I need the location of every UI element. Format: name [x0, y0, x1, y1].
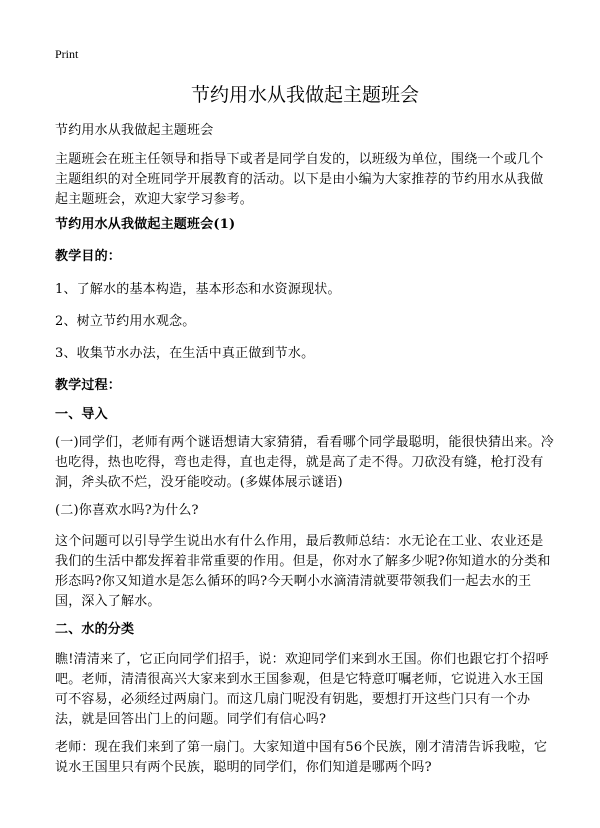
part1-heading: 一、导入 — [55, 407, 108, 422]
part1-paragraph-2: (二)你喜欢水吗?为什么? — [55, 503, 199, 518]
part2-heading: 二、水的分类 — [55, 622, 135, 637]
part2-paragraph-2: 老师：现在我们来到了第一扇门。大家知道中国有56个民族，刚才清清告诉我啦，它说水王国里只有两个民族，聪明的同学们，你们知道是哪两个吗? — [55, 740, 548, 775]
subtitle: 节约用水从我做起主题班会 — [55, 123, 214, 138]
goal-item: 1、了解水的基本构造，基本形态和水资源现状。 — [55, 282, 341, 297]
goal-item: 2、树立节约用水观念。 — [55, 314, 196, 329]
part2-paragraph-1: 瞧!清清来了，它正向同学们招手，说：欢迎同学们来到水王国。你们也跟它打个招呼吧。老师，清清很高兴大家来到水王国参观，但是它特意叮嘱老师，它说进入水王国可不容易，必须经过两扇门。而这几扇门呢没有钥匙，要想打开这些门只有一个办法，就是回答出门上的问题。同学们有信心吗? — [55, 652, 549, 727]
section-heading: 节约用水从我做起主题班会(1) — [55, 217, 236, 232]
intro-paragraph: 主题班会在班主任领导和指导下或者是同学自发的，以班级为单位，围绕一个或几个主题组织的对全班同学开展教育的活动。以下是由小编为大家推荐的节约用水从我做起主题班会，欢迎大家学习参考。 — [55, 152, 544, 207]
print-link[interactable]: Print — [55, 47, 79, 61]
part1-paragraph-1: (一)同学们，老师有两个谜语想请大家猜猜，看看哪个同学最聪明，能很快猜出来。冷也吃得，热也吃得，弯也走得，直也走得，就是高了走不得。刀砍没有缝，枪打没有洞，斧头砍不烂，没牙能咬动。(多媒体展示谜语) — [55, 435, 554, 490]
page-title: 节约用水从我做起主题班会 — [190, 84, 419, 106]
process-heading: 教学过程： — [55, 378, 122, 393]
goal-item: 3、收集节水办法，在生活中真正做到节水。 — [55, 346, 315, 361]
goals-heading: 教学目的： — [55, 249, 122, 264]
part1-paragraph-3: 这个问题可以引导学生说出水有什么作用，最后教师总结：水无论在工业、农业还是我们的生活中都发挥着非常重要的作用。但是，你对水了解多少呢?你知道水的分类和形态吗?你又知道水是怎么循环的吗?今天啊小水滴清清就要带领我们一起去水的王国，深入了解水。 — [55, 534, 551, 609]
